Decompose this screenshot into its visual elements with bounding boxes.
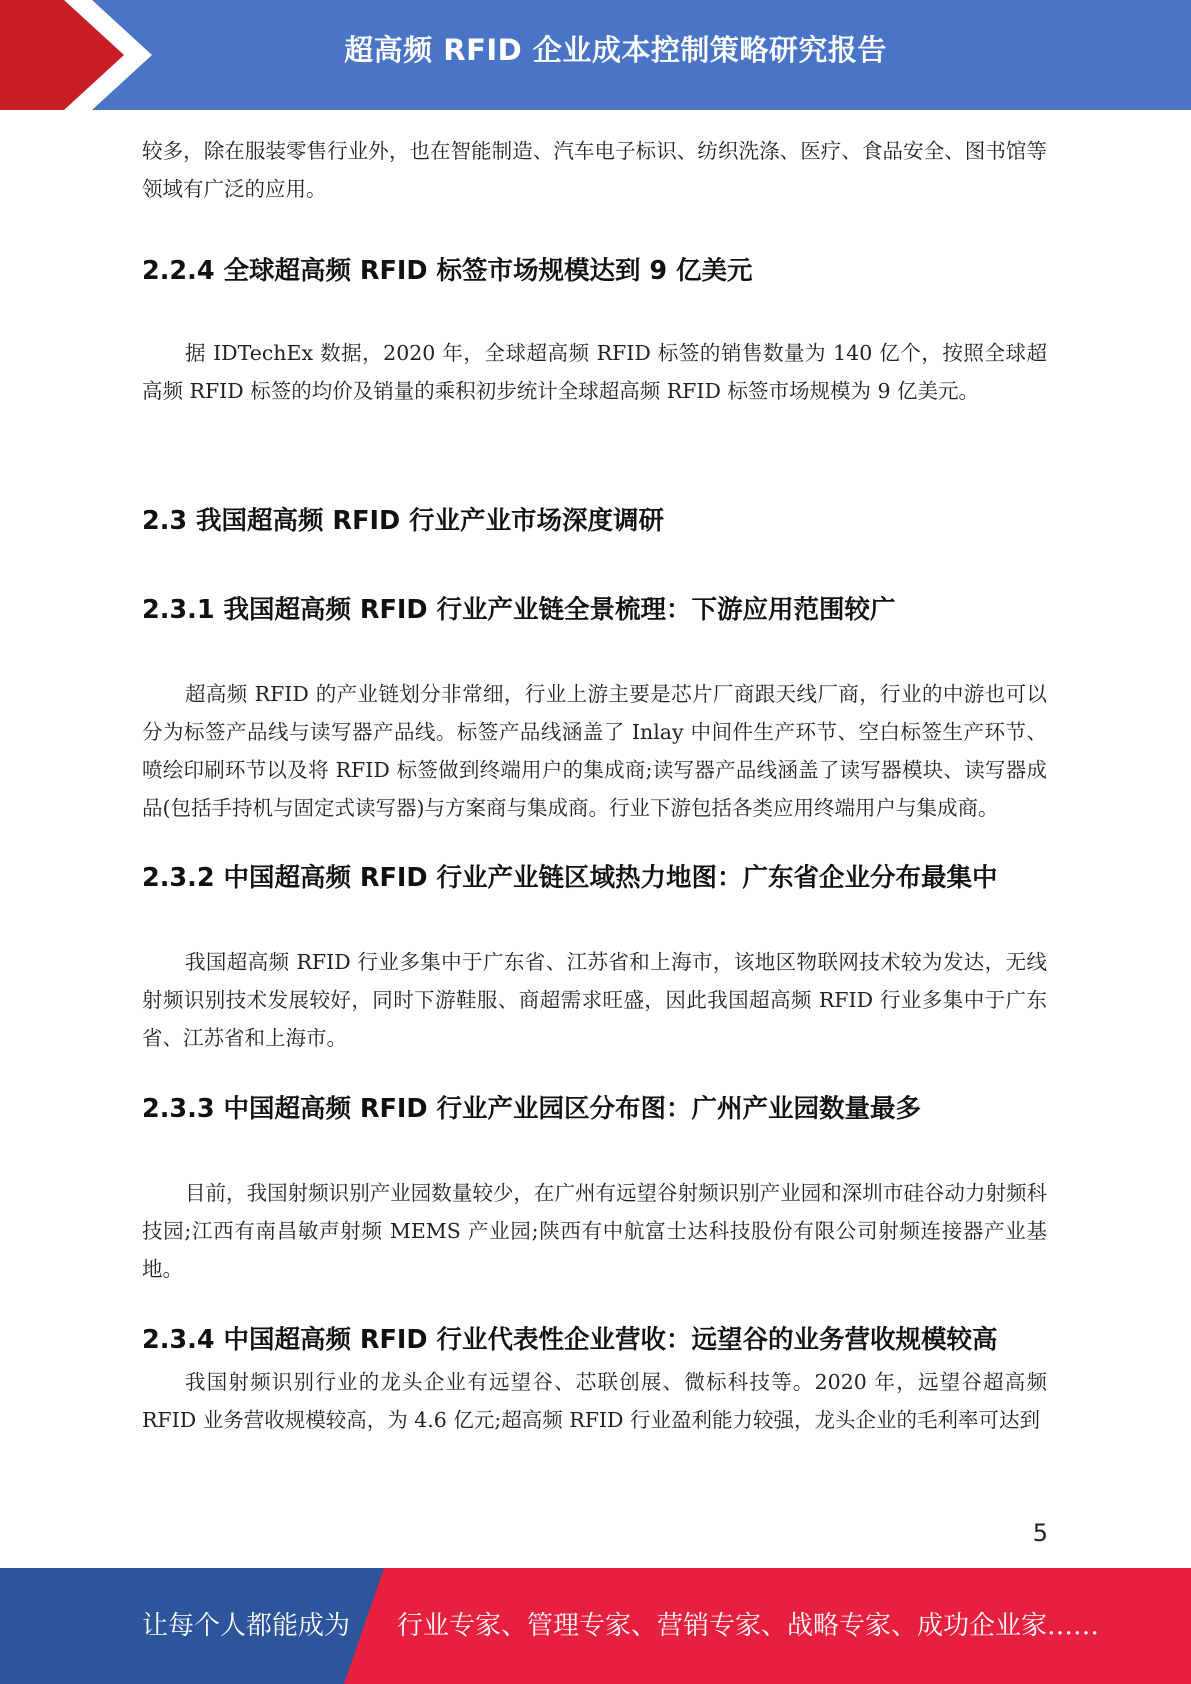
section-text-2-3-3: 目前，我国射频识别产业园数量较少，在广州有远望谷射频识别产业园和深圳市硅谷动力射频科技园;江西有南昌敏声射频 MEMS 产业园;陕西有中航富士达科技股份有限公司射频连接器产业基地。 bbox=[142, 1181, 1047, 1281]
section-text-2-3-2: 我国超高频 RFID 行业多集中于广东省、江苏省和上海市，该地区物联网技术较为发达，无线射频识别技术发展较好，同时下游鞋服、商超需求旺盛，因此我国超高频 RFID 行业多集中于广东省、江苏省和上海市。 bbox=[142, 950, 1047, 1050]
section-heading-2-3-3: 2.3.3 中国超高频 RFID 行业产业园区分布图：广州产业园数量最多 bbox=[142, 1094, 921, 1124]
section-text-2-3-1: 超高频 RFID 的产业链划分非常细，行业上游主要是芯片厂商跟天线厂商，行业的中游也可以分为标签产品线与读写器产品线。标签产品线涵盖了 Inlay 中间件生产环节、空白标签生产环节、喷绘印刷环节以及将 RFID 标签做到终端用户的集成商;读写器产品线涵盖了读写器模块、读写器成品(包括手持机与固定式读写器)与方案商与集成商。行业下游包括各类应用终端用户与集成商。 bbox=[142, 682, 1047, 820]
section-heading-2-3-1: 2.3.1 我国超高频 RFID 行业产业链全景梳理：下游应用范围较广 bbox=[142, 595, 896, 625]
section-text-2-2-4: 据 IDTechEx 数据，2020 年，全球超高频 RFID 标签的销售数量为 140 亿个，按照全球超高频 RFID 标签的均价及销量的乘积初步统计全球超高频 RFID 标签市场规模为 9 亿美元。 bbox=[142, 341, 1047, 403]
section-heading-2-3: 2.3 我国超高频 RFID 行业产业市场深度调研 bbox=[142, 506, 665, 536]
section-text-2-3-4: 我国射频识别行业的龙头企业有远望谷、芯联创展、微标科技等。2020 年，远望谷超高频 RFID 业务营收规模较高，为 4.6 亿元;超高频 RFID 行业盈利能力较强，龙头企业的毛利率可达到 bbox=[142, 1370, 1047, 1432]
page-content bbox=[142, 132, 1047, 1439]
page-number: 5 bbox=[1032, 1519, 1048, 1547]
section-heading-2-3-2: 2.3.2 中国超高频 RFID 行业产业链区域热力地图：广东省企业分布最集中 bbox=[142, 863, 998, 893]
page-footer bbox=[0, 1568, 1191, 1684]
section-heading-2-2-4: 2.2.4 全球超高频 RFID 标签市场规模达到 9 亿美元 bbox=[142, 256, 753, 286]
intro-paragraph: 较多，除在服装零售行业外，也在智能制造、汽车电子标识、纺织洗涤、医疗、食品安全、图书馆等领域有广泛的应用。 bbox=[142, 139, 1047, 201]
page-header bbox=[0, 0, 1191, 110]
report-title: 超高频 RFID 企业成本控制策略研究报告 bbox=[344, 33, 887, 67]
footer-slogan-left: 让每个人都能成为 bbox=[142, 1611, 351, 1641]
section-heading-2-3-4: 2.3.4 中国超高频 RFID 行业代表性企业营收：远望谷的业务营收规模较高 bbox=[142, 1325, 998, 1355]
footer-slogan-right: 行业专家、管理专家、营销专家、战略专家、成功企业家…… bbox=[397, 1611, 1100, 1641]
